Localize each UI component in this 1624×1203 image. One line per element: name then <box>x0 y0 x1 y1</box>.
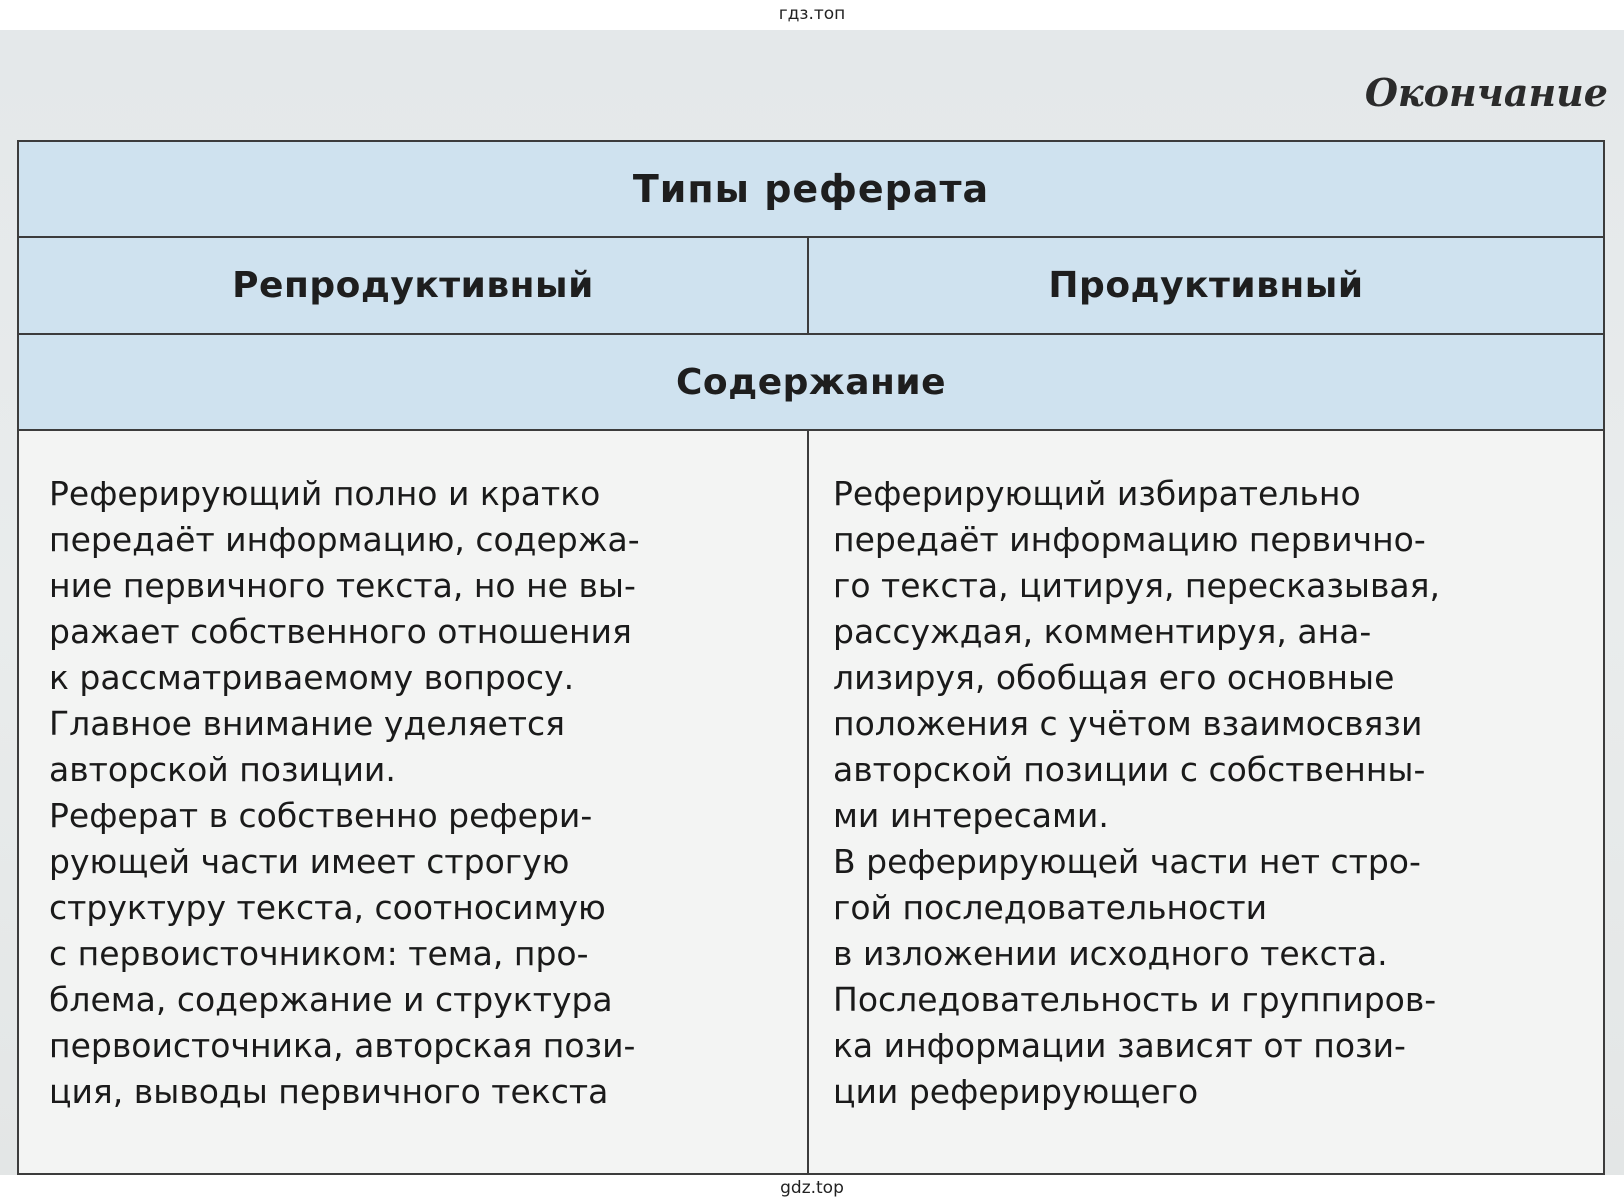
watermark-top: гдз.топ <box>778 4 846 24</box>
column-header-productive: Продуктивный <box>1048 265 1364 306</box>
text-line: рующей части имеет строгую <box>49 842 570 881</box>
text-line: с первоисточником: тема, про- <box>49 934 589 973</box>
text-line: Реферирующий избирательно <box>833 474 1361 513</box>
text-line: ции реферирующего <box>833 1072 1199 1111</box>
text-line: го текста, цитируя, пересказывая, <box>833 566 1440 605</box>
section-header-content: Содержание <box>675 361 947 403</box>
text-line: передаёт информацию первично- <box>833 520 1426 559</box>
text-line: передаёт информацию, содержа- <box>49 520 640 559</box>
table-title-row <box>19 142 1603 238</box>
text-line: рассуждая, комментируя, ана- <box>833 612 1372 651</box>
text-line: положения с учётом взаимосвязи <box>833 704 1423 743</box>
content-row <box>19 431 1603 1173</box>
text-line: Реферат в собственно рефери- <box>49 796 593 835</box>
text-line: ражает собственного отношения <box>49 612 632 651</box>
table-title: Типы реферата <box>632 167 990 211</box>
text-line: Реферирующий полно и кратко <box>49 474 601 513</box>
section-header-row <box>19 335 1603 431</box>
text-line: гой последовательности <box>833 888 1268 927</box>
watermark-bottom: gdz.top <box>780 1178 844 1198</box>
textbook-page <box>0 30 1624 1175</box>
reproductive-description-cell <box>19 431 809 1173</box>
text-line: В реферирующей части нет стро- <box>833 842 1421 881</box>
text-line: Последовательность и группиров- <box>833 980 1437 1019</box>
column-header-reproductive: Репродуктивный <box>19 238 809 333</box>
text-line: ми интересами. <box>833 796 1109 835</box>
abstract-types-table <box>17 140 1605 1175</box>
continuation-label: Окончание <box>1364 70 1608 115</box>
text-line: лизируя, обобщая его основные <box>833 658 1395 697</box>
text-line: в изложении исходного текста. <box>833 934 1388 973</box>
text-line: Главное внимание уделяется <box>49 704 565 743</box>
text-line: авторской позиции. <box>49 750 396 789</box>
text-line: структуру текста, соотносимую <box>49 888 606 927</box>
text-line: ние первичного текста, но не вы- <box>49 566 636 605</box>
text-line: авторской позиции с собственны- <box>833 750 1426 789</box>
text-line: первоисточника, авторская пози- <box>49 1026 636 1065</box>
text-line: блема, содержание и структура <box>49 980 613 1019</box>
text-line: ция, выводы первичного текста <box>49 1072 609 1111</box>
productive-description-cell <box>809 431 1603 1173</box>
column-headers-row <box>19 238 1603 335</box>
text-line: ка информации зависят от пози- <box>833 1026 1406 1065</box>
text-line: к рассматриваемому вопросу. <box>49 658 575 697</box>
